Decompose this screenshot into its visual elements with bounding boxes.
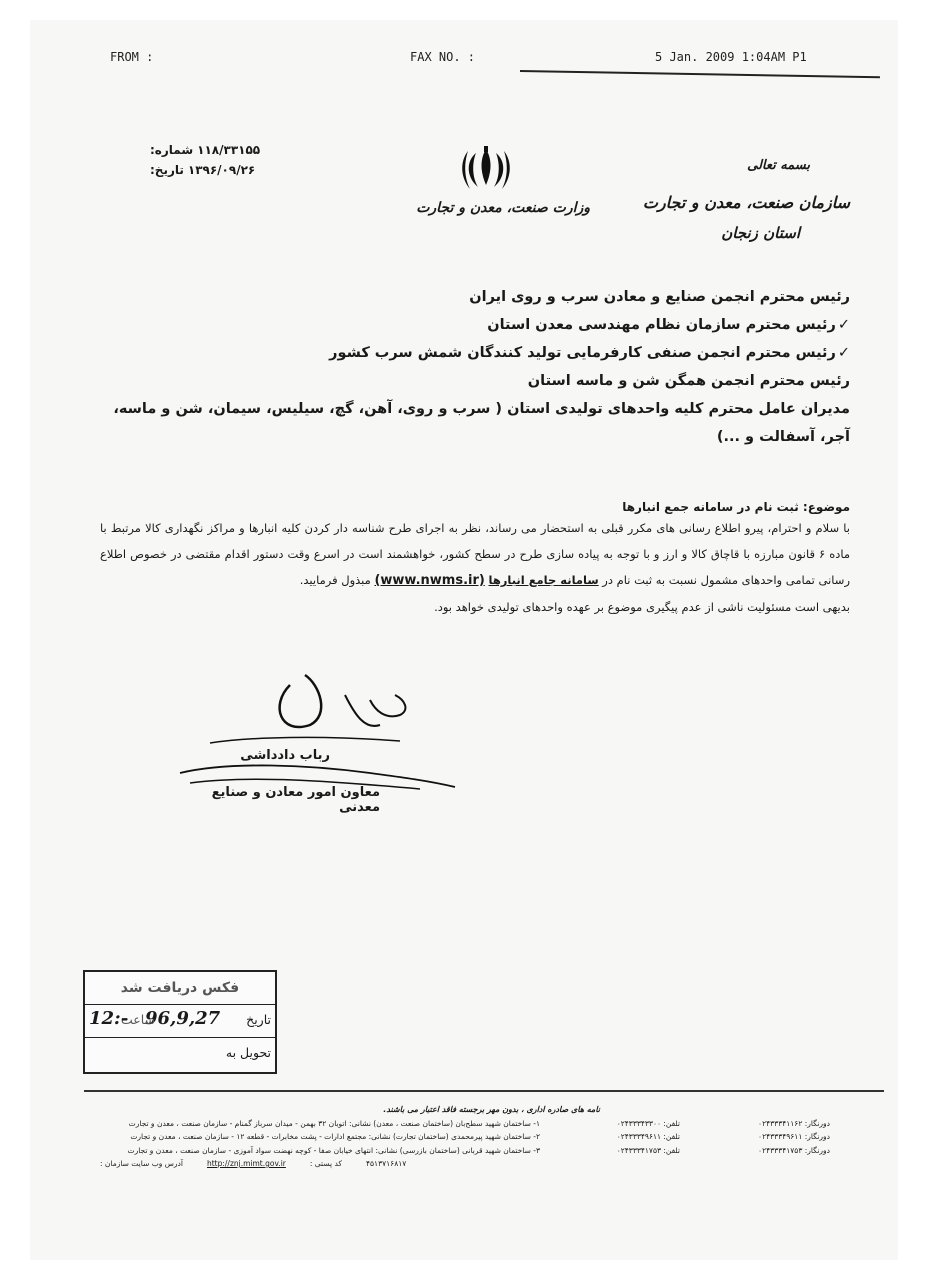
branch-address: ۳- ساختمان شهید قربانی (ساختمان بازرسی) نشانی: انتهای خیابان صفا - کوچه نهضت سواد آموزی - سازمان صنعت ، معدن و تجارت xyxy=(127,1145,540,1155)
footer-contact xyxy=(100,1157,690,1171)
province-name: استان زنجان xyxy=(721,224,800,242)
fax-number: FAX NO. : xyxy=(410,50,476,64)
letter-number-label: شماره: xyxy=(150,143,194,157)
footer-divider xyxy=(84,1090,884,1092)
system-name: سامانه جامع انبارها xyxy=(488,573,599,587)
signatory-name: رباب دادداشی xyxy=(240,748,330,763)
letter-date-label: تاریخ: xyxy=(150,163,184,177)
body-paragraph: بدیهی است مسئولیت ناشی از عدم پیگیری موضوع بر عهده واحدهای تولیدی خواهد بود. xyxy=(434,600,850,614)
body-paragraph: با سلام و احترام، پیرو اطلاع رسانی های مکرر قبلی به استحضار می رساند، نظر به اجرای طرح شناسه دار کردن کلیه انبارها و مراکز نگهداری کالا مرتبط با ماده ۶ قانون مبارزه با قاچاق کالا و ارز و با توجه به پیاده سازی طرح در سطح کشور، خواهشمند است در اسرع وقت دستور اقدام مقتضی در خصوص اطلاع رسانی تمامی واحدهای مشمول نسبت به ثبت نام در xyxy=(100,521,851,587)
footer-note: نامه های صادره اداری ، بدون مهر برجسته فاقد اعتبار می باشند. xyxy=(383,1105,600,1114)
footer-branch xyxy=(100,1144,830,1158)
stamp-title: فکس دریافت شد xyxy=(85,972,275,1005)
stamp-time-label: ساعت xyxy=(120,1012,155,1027)
addressee: رئیس محترم انجمن صنایع و معادن سرب و روی ایران xyxy=(469,289,850,305)
stamp-time: 12:- xyxy=(89,1008,129,1029)
checkmark-icon: ✓ xyxy=(837,317,850,333)
basmala: بسمه تعالی xyxy=(747,158,810,173)
handwritten-signature xyxy=(170,655,460,805)
branch-phone: تلفن: ۰۲۴۳۳۳۴۱۷۵۳ xyxy=(616,1145,680,1155)
signatory-title: معاون امور معادن و صنایع معدنی xyxy=(211,785,380,815)
letter-date: ۱۳۹۶/۰۹/۲۶ xyxy=(187,163,256,177)
branch-phone: تلفن: ۰۲۴۳۳۳۴۹۶۱۱ xyxy=(616,1132,680,1141)
branch-fax: دورنگار: ۰۲۴۳۳۳۴۹۶۱۱ xyxy=(758,1132,830,1141)
letter-number: ۱۱۸/۳۳۱۵۵ xyxy=(197,143,261,157)
letter-footer xyxy=(100,1103,830,1171)
organization-name: سازمان صنعت، معدن و تجارت xyxy=(642,193,850,212)
fax-date-time: 5 Jan. 2009 1:04AM P1 xyxy=(655,50,807,64)
footer-branch xyxy=(100,1130,830,1144)
fax-received-stamp xyxy=(83,970,277,1074)
addressee: ✓رئیس محترم انجمن صنفی کارفرمایی تولید کنندگان شمش سرب کشور xyxy=(329,345,850,361)
stamp-delivered-label: تحویل به xyxy=(225,1045,271,1060)
website-link[interactable]: http://znj.mimt.gov.ir xyxy=(206,1159,286,1168)
system-url: (www.nwms.ir) xyxy=(374,573,485,588)
fax-from: FROM : xyxy=(110,50,154,64)
iran-emblem-icon xyxy=(458,145,514,191)
branch-address: ۲- ساختمان شهید پیرمحمدی (ساختمان تجارت) نشانی: مجتمع ادارات - پشت مخابرات - قطعه ۱۲ - سازمان صنعت ، معدن و تجارت xyxy=(130,1132,540,1141)
addressee-list xyxy=(100,283,850,451)
letter-reference xyxy=(150,140,290,180)
postal-label: کد پستی : xyxy=(309,1159,342,1168)
fax-header xyxy=(110,50,840,70)
stamp-date-label: تاریخ xyxy=(246,1012,271,1027)
stamp-delivery-row xyxy=(85,1038,275,1070)
addressee: مدیران عامل محترم کلیه واحدهای تولیدی استان ( سرب و روی، آهن، گچ، سیلیس، سیمان، شن و ماسه، آجر، آسفالت و ...) xyxy=(113,401,850,445)
addressee: رئیس محترم انجمن همگن شن و ماسه استان xyxy=(527,373,850,389)
branch-fax: دورنگار: ۰۲۴۳۳۳۴۱۱۶۲ xyxy=(758,1118,830,1128)
ministry-name: وزارت صنعت، معدن و تجارت xyxy=(416,200,590,216)
website-label: آدرس وب سایت سازمان : xyxy=(100,1159,183,1168)
branch-phone: تلفن: ۰۲۴۳۳۳۴۳۳۰۰ xyxy=(616,1118,680,1128)
letter-body xyxy=(100,515,850,620)
postal-code: ۴۵۱۳۷۱۶۸۱۷ xyxy=(366,1159,407,1168)
stamp-date: 96,9,27 xyxy=(145,1008,221,1029)
stamp-date-row xyxy=(85,1005,275,1038)
letterhead-org xyxy=(620,158,850,242)
footer-branch xyxy=(100,1117,830,1131)
checkmark-icon: ✓ xyxy=(837,345,850,361)
body-paragraph-end: مبذول فرمایید. xyxy=(299,573,371,587)
addressee: ✓رئیس محترم سازمان نظام مهندسی معدن استان xyxy=(487,317,850,333)
branch-address: ۱- ساختمان شهید سطح‌بان (ساختمان صنعت ، معدن) نشانی: اتوبان ۳۲ بهمن - میدان سرباز گمنام - سازمان صنعت ، معدن و تجارت xyxy=(128,1118,540,1128)
branch-fax: دورنگار: ۰۲۴۳۳۳۴۱۷۵۳ xyxy=(758,1145,830,1155)
letter-subject: موضوع: ثبت نام در سامانه جمع انبارها xyxy=(622,500,850,514)
